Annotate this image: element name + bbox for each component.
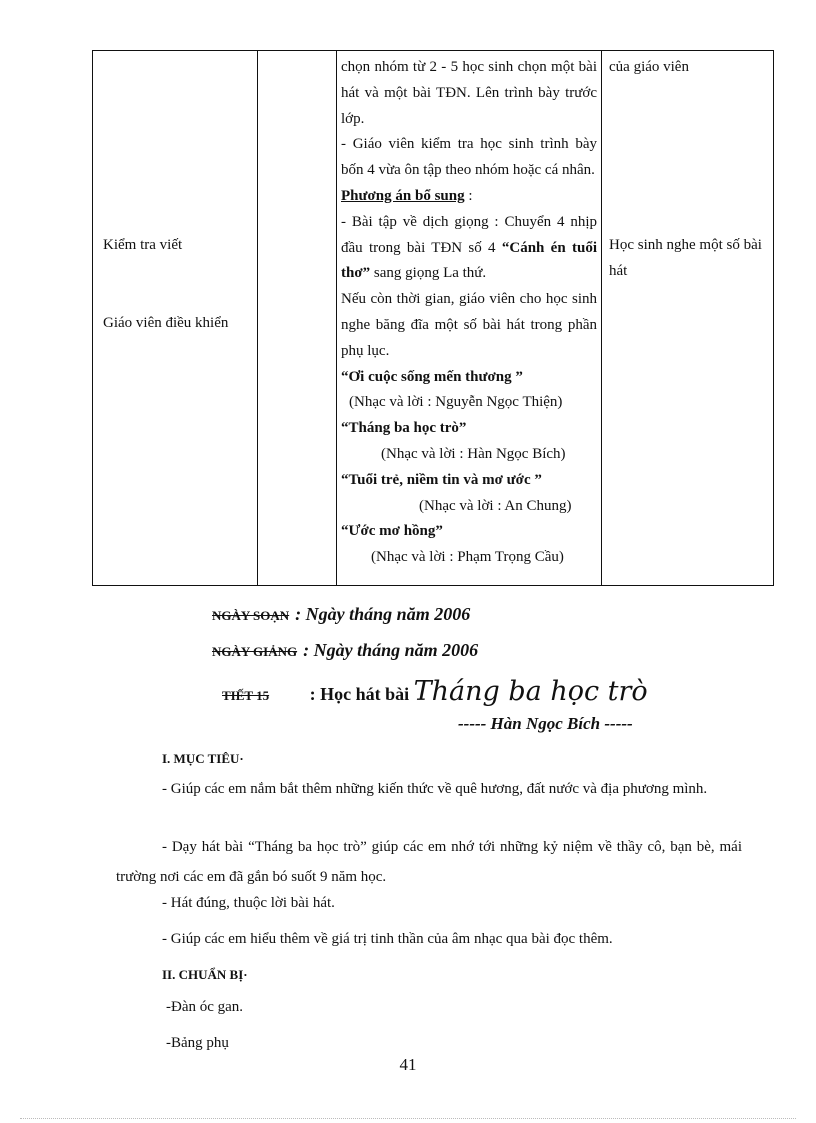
content-column xyxy=(341,55,597,571)
preparation-item: -Bảng phụ xyxy=(166,1035,229,1051)
objective-item: - Giúp các em hiểu thêm về giá trị tinh thần của âm nhạc qua bài đọc thêm. xyxy=(162,931,613,947)
song-title: “Tuổi trẻ, niềm tin và mơ ước ” xyxy=(341,471,542,488)
activity-label-dieu-khien: Giáo viên điều khiển xyxy=(103,315,229,331)
lesson-title-prefix: : Học hát bài xyxy=(309,684,410,704)
objective-item: - Dạy hát bài “Tháng ba học trò” giúp các em nhớ tới những kỷ niệm về thầy cô, bạn bè, mái trường nơi các em đã gắn bó suốt 9 năm học. xyxy=(116,839,742,885)
content-paragraph: - Bài tập về dịch giọng : Chuyển 4 nhịp đầu trong bài TĐN số 4 “Cánh én tuổi thơ” sang giọng La thứ. xyxy=(341,213,597,282)
song-credit: (Nhạc và lời : Phạm Trọng Cầu) xyxy=(371,549,564,566)
prep-date-value: : Ngày tháng năm 2006 xyxy=(295,604,471,624)
page-bottom-divider xyxy=(20,1118,796,1119)
content-paragraph: - Giáo viên kiểm tra học sinh trình bày bốn 4 vừa ôn tập theo nhóm hoặc cá nhân. xyxy=(341,136,597,179)
column-divider xyxy=(257,51,258,585)
song-title: “Tháng ba học trò” xyxy=(341,420,467,437)
supplementary-heading: Phương án bổ sung : xyxy=(341,187,473,204)
song-credit: (Nhạc và lời : Hàn Ngọc Bích) xyxy=(381,445,566,462)
lesson-title-line xyxy=(222,676,648,707)
lesson-table xyxy=(92,50,774,586)
supplementary-label: Phương án bổ sung xyxy=(341,187,465,204)
page-number: 41 xyxy=(399,1055,417,1074)
song-author: ----- Hàn Ngọc Bích ----- xyxy=(458,714,633,733)
student-activity-note: của giáo viên xyxy=(609,59,689,75)
lesson-number: TIẾT 15 xyxy=(222,688,270,703)
section-objectives-heading: I. MỤC TIÊU· xyxy=(162,751,244,766)
prep-date-label: NGÀY SOẠN xyxy=(212,608,290,623)
column-divider xyxy=(601,51,602,585)
song-title-script: Tháng ba học trò xyxy=(413,676,648,707)
song-title: “Ơi cuộc sống mến thương ” xyxy=(341,368,523,385)
objective-item: - Giúp các em nắm bắt thêm những kiến thức về quê hương, đất nước và địa phương mình. xyxy=(162,781,708,797)
teaching-date-line xyxy=(212,640,478,661)
objective-item: - Hát đúng, thuộc lời bài hát. xyxy=(162,895,335,911)
content-paragraph: chọn nhóm từ 2 - 5 học sinh chọn một bài hát và một bài TĐN. Lên trình bày trước lớp. xyxy=(341,59,597,127)
teaching-date-value: : Ngày tháng năm 2006 xyxy=(303,640,479,660)
content-paragraph: Nếu còn thời gian, giáo viên cho học sinh nghe băng đĩa một số bài hát trong phần phụ lục. xyxy=(341,291,597,359)
song-credit: (Nhạc và lời : An Chung) xyxy=(419,497,572,514)
prep-date-line xyxy=(212,604,470,625)
teaching-date-label: NGÀY GIẢNG xyxy=(212,644,298,659)
preparation-item: -Đàn óc gan. xyxy=(166,999,244,1015)
student-activity-note: Học sinh nghe một số bài hát xyxy=(609,237,762,279)
activity-label-kiem-tra: Kiểm tra viết xyxy=(103,237,183,253)
column-divider xyxy=(336,51,337,585)
song-title: “Ước mơ hồng” xyxy=(341,523,443,540)
song-credit: (Nhạc và lời : Nguyễn Ngọc Thiện) xyxy=(349,394,563,411)
section-preparation-heading: II. CHUẨN BỊ· xyxy=(162,967,248,982)
song-reference: “Cánh én tuổi thơ” xyxy=(341,239,597,282)
